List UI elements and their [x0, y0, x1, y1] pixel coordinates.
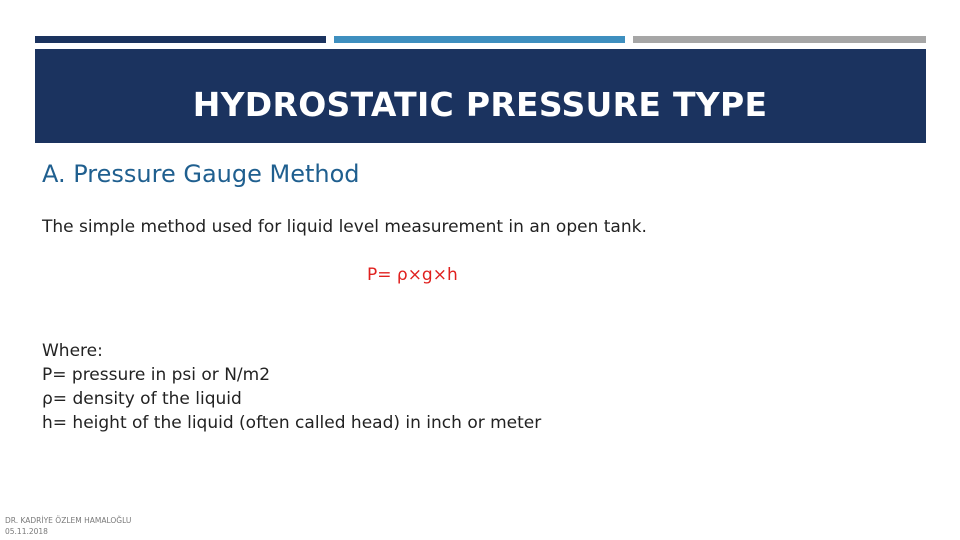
definition-height: h= height of the liquid (often called head) in inch or meter — [42, 413, 542, 433]
slide-footer — [5, 515, 131, 537]
definition-pressure: P= pressure in psi or N/m2 — [42, 365, 271, 385]
accent-bar-navy — [35, 36, 326, 43]
intro-text: The simple method used for liquid level measurement in an open tank. — [42, 217, 647, 237]
pressure-formula: P= ρ×g×h — [367, 265, 458, 285]
footer-date: 05.11.2018 — [5, 527, 48, 536]
slide-title: HYDROSTATIC PRESSURE TYPE — [192, 85, 768, 124]
footer-author: DR. KADRİYE ÖZLEM HAMALOĞLU — [5, 516, 132, 525]
definitions-list — [42, 339, 541, 435]
accent-bar-gray — [633, 36, 926, 43]
definition-density: ρ= density of the liquid — [42, 389, 242, 409]
definitions-label: Where: — [42, 341, 103, 361]
accent-bar-blue — [334, 36, 625, 43]
section-heading: A. Pressure Gauge Method — [42, 160, 360, 188]
